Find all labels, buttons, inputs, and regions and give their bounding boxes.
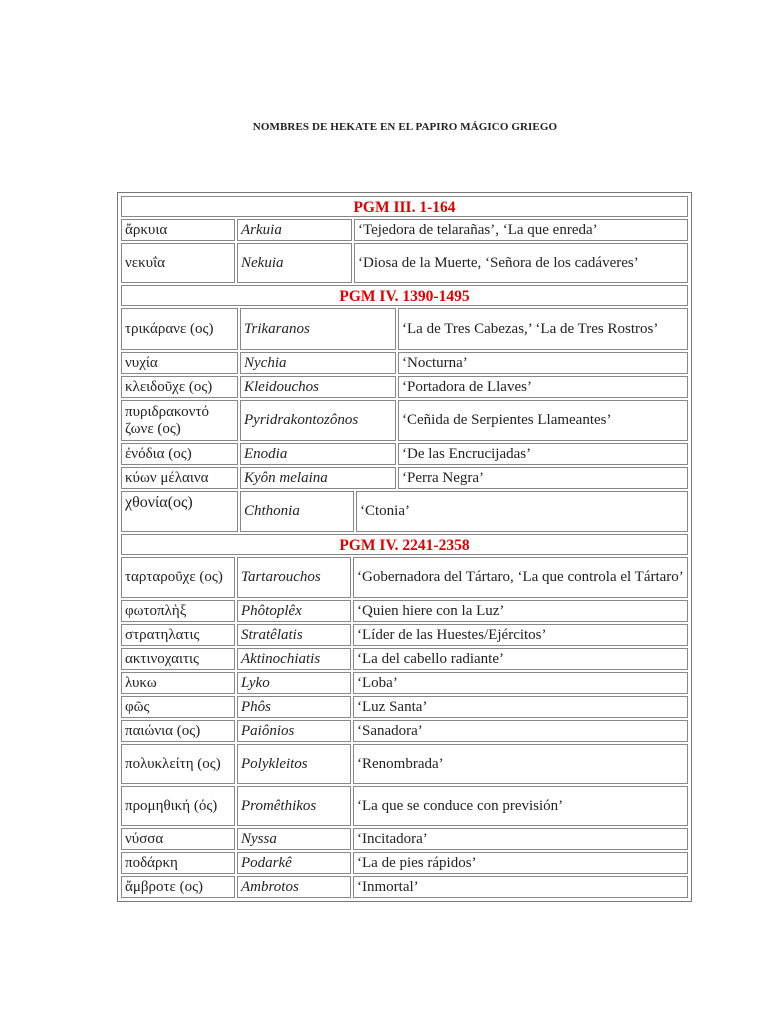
greek-name: προμηθική (ός) [121,786,235,826]
meaning: ‘La de pies rápidos’ [353,852,688,874]
meaning: ‘Luz Santa’ [353,696,688,718]
transliteration: Kyôn melaina [240,467,396,489]
transliteration: Enodia [240,443,396,465]
meaning: ‘Portadora de Llaves’ [398,376,688,398]
greek-name: χθονία(ος) [121,491,238,532]
meaning: ‘Loba’ [353,672,688,694]
transliteration: Phôs [237,696,351,718]
table-row [120,466,689,490]
greek-name: ἄρκυια [121,219,235,241]
meaning: ‘La que se conduce con previsión’ [353,786,688,826]
table-row [120,719,689,743]
greek-name: πυριδρακοντό ζωνε (ος) [121,400,238,441]
table-row [120,351,689,375]
meaning: ‘La del cabello radiante’ [353,648,688,670]
table-row [120,307,689,351]
meaning: ‘La de Tres Cabezas,’ ‘La de Tres Rostros’ [398,308,688,350]
transliteration: Promêthikos [237,786,351,826]
greek-name: κύων μέλαινα [121,467,238,489]
table-row [120,851,689,875]
transliteration: Trikaranos [240,308,396,350]
greek-name: λυκω [121,672,235,694]
greek-name: τρικάρανε (ος) [121,308,238,350]
table-row [120,556,689,599]
meaning: ‘Líder de las Huestes/Ejércitos’ [353,624,688,646]
section-pgm-iv-1390 [120,284,689,533]
meaning: ‘Renombrada’ [353,744,688,784]
section-header: PGM IV. 2241-2358 [121,534,688,555]
transliteration: Polykleitos [237,744,351,784]
greek-name: ακτινοχαιτις [121,648,235,670]
table-row [120,827,689,851]
document-title: NOMBRES DE HEKATE EN EL PAPIRO MÁGICO GRIEGO [252,121,558,133]
greek-name: ἐνόδια (ος) [121,443,238,465]
table-row [120,218,689,242]
table-row [120,599,689,623]
table-row [120,242,689,284]
section-pgm-iii [120,195,689,284]
transliteration: Nekuia [237,243,352,283]
meaning: ‘Perra Negra’ [398,467,688,489]
transliteration: Podarkê [237,852,351,874]
transliteration: Chthonia [240,491,354,532]
greek-name: παιώνια (ος) [121,720,235,742]
table-row [120,375,689,399]
section-header: PGM IV. 1390-1495 [121,285,688,306]
greek-name: φῶς [121,696,235,718]
transliteration: Pyridrakontozônos [240,400,396,441]
table-row [120,875,689,899]
meaning: ‘Tejedora de telarañas’, ‘La que enreda’ [354,219,688,241]
transliteration: Nyssa [237,828,351,850]
table-row [120,399,689,442]
meaning: ‘Sanadora’ [353,720,688,742]
greek-name: νεκυΐα [121,243,235,283]
greek-name: ποδάρκη [121,852,235,874]
transliteration: Stratêlatis [237,624,351,646]
greek-name: νύσσα [121,828,235,850]
transliteration: Kleidouchos [240,376,396,398]
transliteration: Aktinochiatis [237,648,351,670]
table-row [120,442,689,466]
table-row [120,623,689,647]
greek-name: νυχία [121,352,238,374]
table-row [120,647,689,671]
meaning: ‘De las Encrucijadas’ [398,443,688,465]
greek-name: κλειδοῦχε (ος) [121,376,238,398]
transliteration: Ambrotos [237,876,351,898]
table-row [120,671,689,695]
meaning: ‘Quien hiere con la Luz’ [353,600,688,622]
greek-name: φωτοπλὴξ [121,600,235,622]
meaning: ‘Diosa de la Muerte, ‘Señora de los cadáveres’ [354,243,688,283]
meaning: ‘Gobernadora del Tártaro, ‘La que controla el Tártaro’ [353,557,688,598]
section-header: PGM III. 1-164 [121,196,688,217]
transliteration: Arkuia [237,219,352,241]
transliteration: Lyko [237,672,351,694]
transliteration: Tartarouchos [237,557,351,598]
transliteration: Nychia [240,352,396,374]
names-table [117,192,692,902]
meaning: ‘Incitadora’ [353,828,688,850]
meaning: ‘Ceñida de Serpientes Llameantes’ [398,400,688,441]
table-row [120,695,689,719]
table-row [120,490,689,533]
greek-name: ταρταροῦχε (ος) [121,557,235,598]
meaning: ‘Ctonia’ [356,491,688,532]
meaning: ‘Inmortal’ [353,876,688,898]
transliteration: Phôtoplêx [237,600,351,622]
transliteration: Paiônios [237,720,351,742]
greek-name: ἄμβροτε (ος) [121,876,235,898]
greek-name: στρατηλατις [121,624,235,646]
section-pgm-iv-2241 [120,533,689,899]
greek-name: πολυκλείτη (ος) [121,744,235,784]
table-row [120,743,689,785]
meaning: ‘Nocturna’ [398,352,688,374]
table-row [120,785,689,827]
